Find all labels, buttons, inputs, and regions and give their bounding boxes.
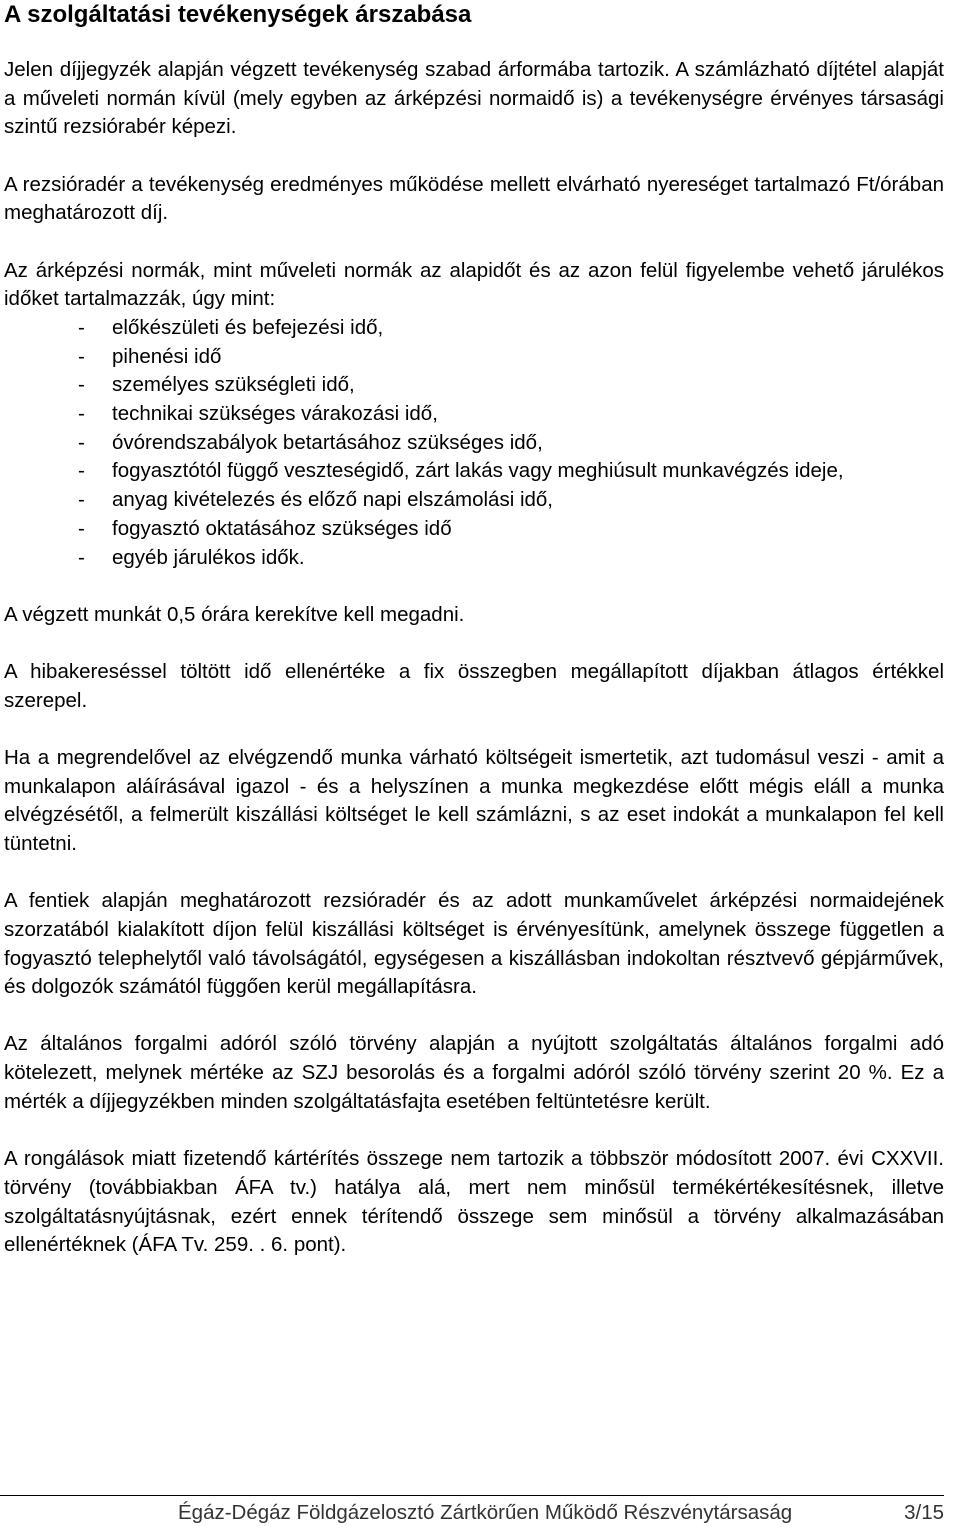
dash-marker: -: [78, 459, 85, 483]
list-item: - anyag kivételezés és előző napi elszámolási idő,: [4, 486, 944, 515]
dash-marker: -: [78, 402, 85, 426]
list-item: - óvórendszabályok betartásához szükséges idő,: [4, 429, 944, 458]
page-footer: [0, 1495, 944, 1524]
page-number: 3/15: [904, 1501, 944, 1524]
paragraph-damages: A rongálások miatt fizetendő kártérítés összege nem tartozik a többször módosított 2007. évi CXXVII. törvény (továbbiakban ÁFA tv.) hatálya alá, mert nem minősül termékértékesítésnek, illetve szolgáltatásnyújtásnak, ezért ennek térítendő összege sem minősül a törvény alkalmazásában ellenértéknek (ÁFA Tv. 259. . 6. pont).: [4, 1147, 944, 1257]
list-item: - pihenési idő: [4, 343, 944, 372]
paragraph-pricing-form: Jelen díjjegyzék alapján végzett tevékenység szabad árformába tartozik. A számlázható díjtétel alapját a műveleti normán kívül (mely egyben az árképzési normaidő is) a tevékenységre érvényes társasági szintű rezsiórabér képezi.: [4, 58, 944, 139]
dash-marker: -: [78, 516, 85, 540]
dash-marker: -: [78, 373, 85, 397]
list-item: - személyes szükségleti idő,: [4, 371, 944, 400]
dash-marker: -: [78, 488, 85, 512]
list-item: - technikai szükséges várakozási idő,: [4, 400, 944, 429]
document-page: [4, 0, 944, 1260]
footer-company-name: Égáz-Dégáz Földgázelosztó Zártkörűen Működő Részvénytársaság: [178, 1501, 793, 1524]
paragraph-rounding: A végzett munkát 0,5 órára kerekítve kell megadni.: [4, 602, 465, 626]
list-item: - előkészületi és befejezési idő,: [4, 314, 944, 343]
paragraph-troubleshooting: A hibakereséssel töltött idő ellenértéke a fix összegben megállapított díjakban átlagos értékkel szerepel.: [4, 659, 944, 712]
list-item: - egyéb járulékos idők.: [4, 544, 944, 573]
list-item: - fogyasztótól függő veszteségidő, zárt lakás vagy meghiúsult munkavégzés ideje,: [4, 457, 944, 486]
paragraph-travel-cost: A fentiek alapján meghatározott rezsióradér és az adott munkaművelet árképzési normaidejének szorzatából kialakított díjon felül kiszállási költséget is érvényesítünk, amelynek összege független a fogyasztó telephelytől való távolságától, egységesen a kiszállásban indokoltan résztvevő gépjárművek, és dolgozók számától függően kerül megállapításra.: [4, 889, 944, 999]
dash-marker: -: [78, 315, 85, 339]
dash-marker: -: [78, 545, 85, 569]
additional-times-list: [4, 314, 944, 572]
list-item: - fogyasztó oktatásához szükséges idő: [4, 515, 944, 544]
paragraph-vat: Az általános forgalmi adóról szóló törvény alapján a nyújtott szolgáltatás általános forgalmi adó kötelezett, melynek mértéke az SZJ besorolás és a forgalmi adóról szóló törvény szerint 20 %. Ez a mérték a díjjegyzékben minden szolgáltatásfajta esetében feltüntetésre került.: [4, 1032, 944, 1113]
page-title: A szolgáltatási tevékenységek árszabása: [4, 1, 472, 28]
dash-marker: -: [78, 344, 85, 368]
paragraph-cancellation: Ha a megrendelővel az elvégzendő munka várható költségeit ismertetik, azt tudomásul veszi - amit a munkalapon aláírásával igazol - és a helyszínen a munka megkezdése előtt mégis eláll a munka elvégzésétől, a felmerült kiszállási költséget le kell számlázni, s az eset indokát a munkalapon fel kell tüntetni.: [4, 745, 944, 855]
paragraph-pricing-norms: Az árképzési normák, mint műveleti normák az alapidőt és az azon felül figyelembe vehető járulékos időket tartalmazzák, úgy mint:: [4, 258, 944, 311]
paragraph-overhead-rate: A rezsióradér a tevékenység eredményes működése mellett elvárható nyereséget tartalmazó Ft/órában meghatározott díj.: [4, 172, 944, 225]
dash-marker: -: [78, 430, 85, 454]
